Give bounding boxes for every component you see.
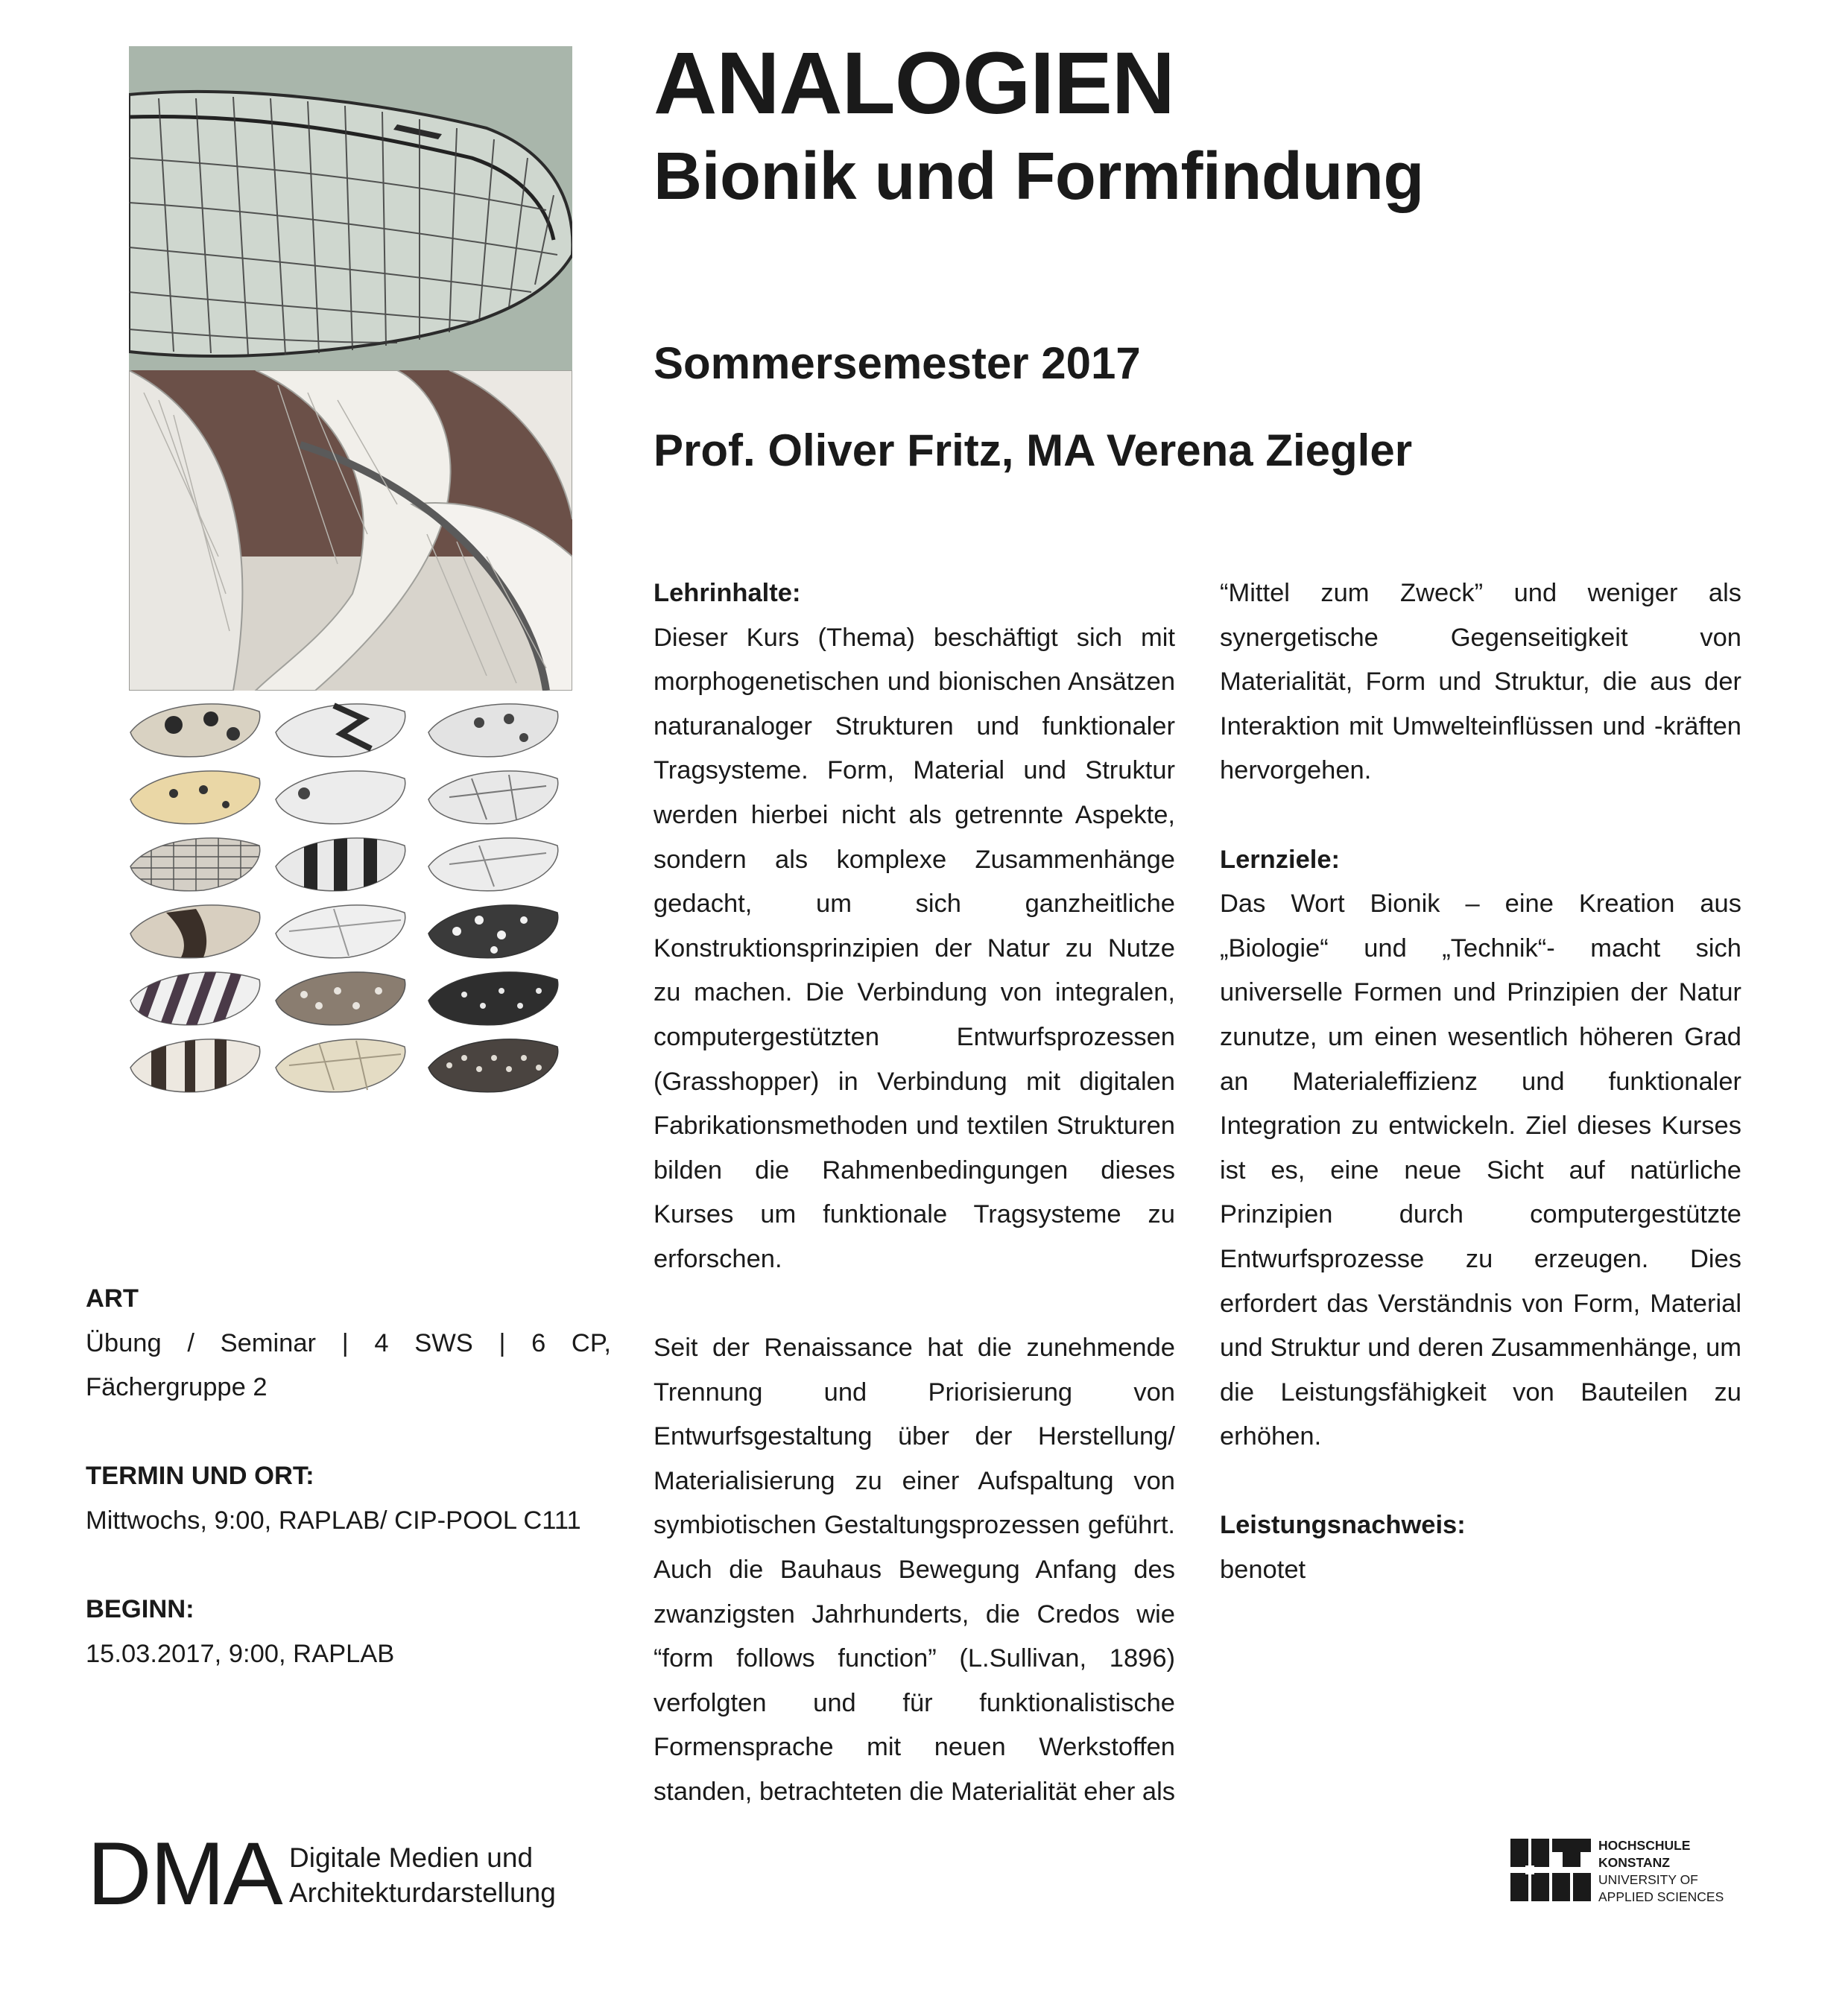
architecture-shell-photo [129, 370, 572, 691]
lehrinhalte-paragraph-2-continued: “Mittel zum Zweck” und weniger als synergetische Gegenseitigkeit von Materialität, Form und Struktur, die aus der Interaktion mit Umwelteinflüssen und -kräften hervorgehen. [1220, 579, 1741, 785]
dma-subtitle [289, 1840, 556, 1910]
lehrinhalte-paragraph-2-start: Seit der Renaissance hat die zunehmende Trennung und Priorisierung von Entwurfsgestaltung über der Herstellung/ Materialisierung zu einer Aufspaltung von symbiotischen Gestaltungsprozessen geführt. Auch die Bauhaus Bewegung Anfang des zwanzigsten Jahrhunderts, die Credos wie “form follows function” (L.Sullivan, 1896) verfolgten und für funktionalistische Formensprache mit neuen Werkstoffen standen, betrachteten die Materialität eher als [654, 1334, 1176, 1807]
dma-subtitle-line-1: Digitale Medien und [289, 1842, 534, 1873]
lehrinhalte-heading: Lehrinhalte: [654, 579, 801, 607]
beginn-text: 15.03.2017, 9:00, RAPLAB [86, 1639, 395, 1668]
htwg-wordmark [1598, 1837, 1724, 1906]
beginn-heading: BEGINN: [86, 1595, 194, 1624]
semester: Sommersemester 2017 [654, 338, 1141, 388]
art-text: Übung / Seminar | 4 SWS | 6 CP, Fächergruppe 2 [86, 1328, 611, 1402]
course-info-column [86, 1277, 611, 1676]
art-heading: ART [86, 1284, 139, 1313]
page-title: ANALOGIEN [654, 34, 1174, 133]
lernziele-column [1220, 571, 1741, 1593]
dma-subtitle-line-2: Architekturdarstellung [289, 1877, 556, 1908]
htwg-logo-icon [1510, 1839, 1591, 1901]
htwg-line-2: KONSTANZ [1598, 1855, 1670, 1870]
dragonfly-wing-photo [129, 46, 572, 370]
termin-text: Mittwochs, 9:00, RAPLAB/ CIP-POOL C111 [86, 1506, 581, 1535]
lehrinhalte-column [654, 571, 1175, 1815]
dma-logo: DMA [87, 1824, 282, 1924]
page-subtitle: Bionik und Formfindung [654, 139, 1424, 214]
lehrinhalte-paragraph-1: Dieser Kurs (Thema) beschäftigt sich mit morphogenetischen und bionischen Ansätzen naturanaloger Strukturen und funktionaler Tragsysteme. Form, Material und Struktur werden hierbei nicht als getrennte Aspekte, sondern als komplexe Zusammenhänge gedacht, um sich ganzheitliche Konstruktionsprinzipien der Natur zu Nutze zu machen. Die Verbindung von integralen, computergestützten Entwurfsprozessen (Grasshopper) in Verbindung mit digitalen Fabrikationsmethoden und textilen Strukturen bilden die Rahmenbedingungen dieses Kurses um funktionale Tragsysteme zu erforschen. [654, 623, 1175, 1273]
lernziele-text: Das Wort Bionik – eine Kreation aus „Biologie“ und „Technik“- macht sich universelle Formen und Prinzipien der Natur zunutze, um einen wesentlich höheren Grad an Materialeffizienz und funktionaler Integration zu entwickeln. Ziel dieses Kurses ist es, eine neue Sicht auf natürliche Prinzipien durch computergestützte Entwurfsprozesse zu erzeugen. Dies erfordert das Verständnis von Form, Material und Struktur und deren Zusammenhänge, um die Leistungsfähigkeit von Bauteilen zu erhöhen. [1220, 890, 1741, 1451]
insect-wings-grid-photo [129, 697, 572, 1099]
lecturers: Prof. Oliver Fritz, MA Verena Ziegler [654, 425, 1413, 475]
htwg-line-3: UNIVERSITY OF [1598, 1872, 1698, 1887]
leistungsnachweis-text: benotet [1220, 1556, 1306, 1585]
leistungsnachweis-heading: Leistungsnachweis: [1220, 1511, 1466, 1540]
lernziele-heading: Lernziele: [1220, 845, 1341, 874]
htwg-line-4: APPLIED SCIENCES [1598, 1889, 1724, 1904]
htwg-line-1: HOCHSCHULE [1598, 1838, 1691, 1853]
termin-heading: TERMIN UND ORT: [86, 1462, 314, 1491]
